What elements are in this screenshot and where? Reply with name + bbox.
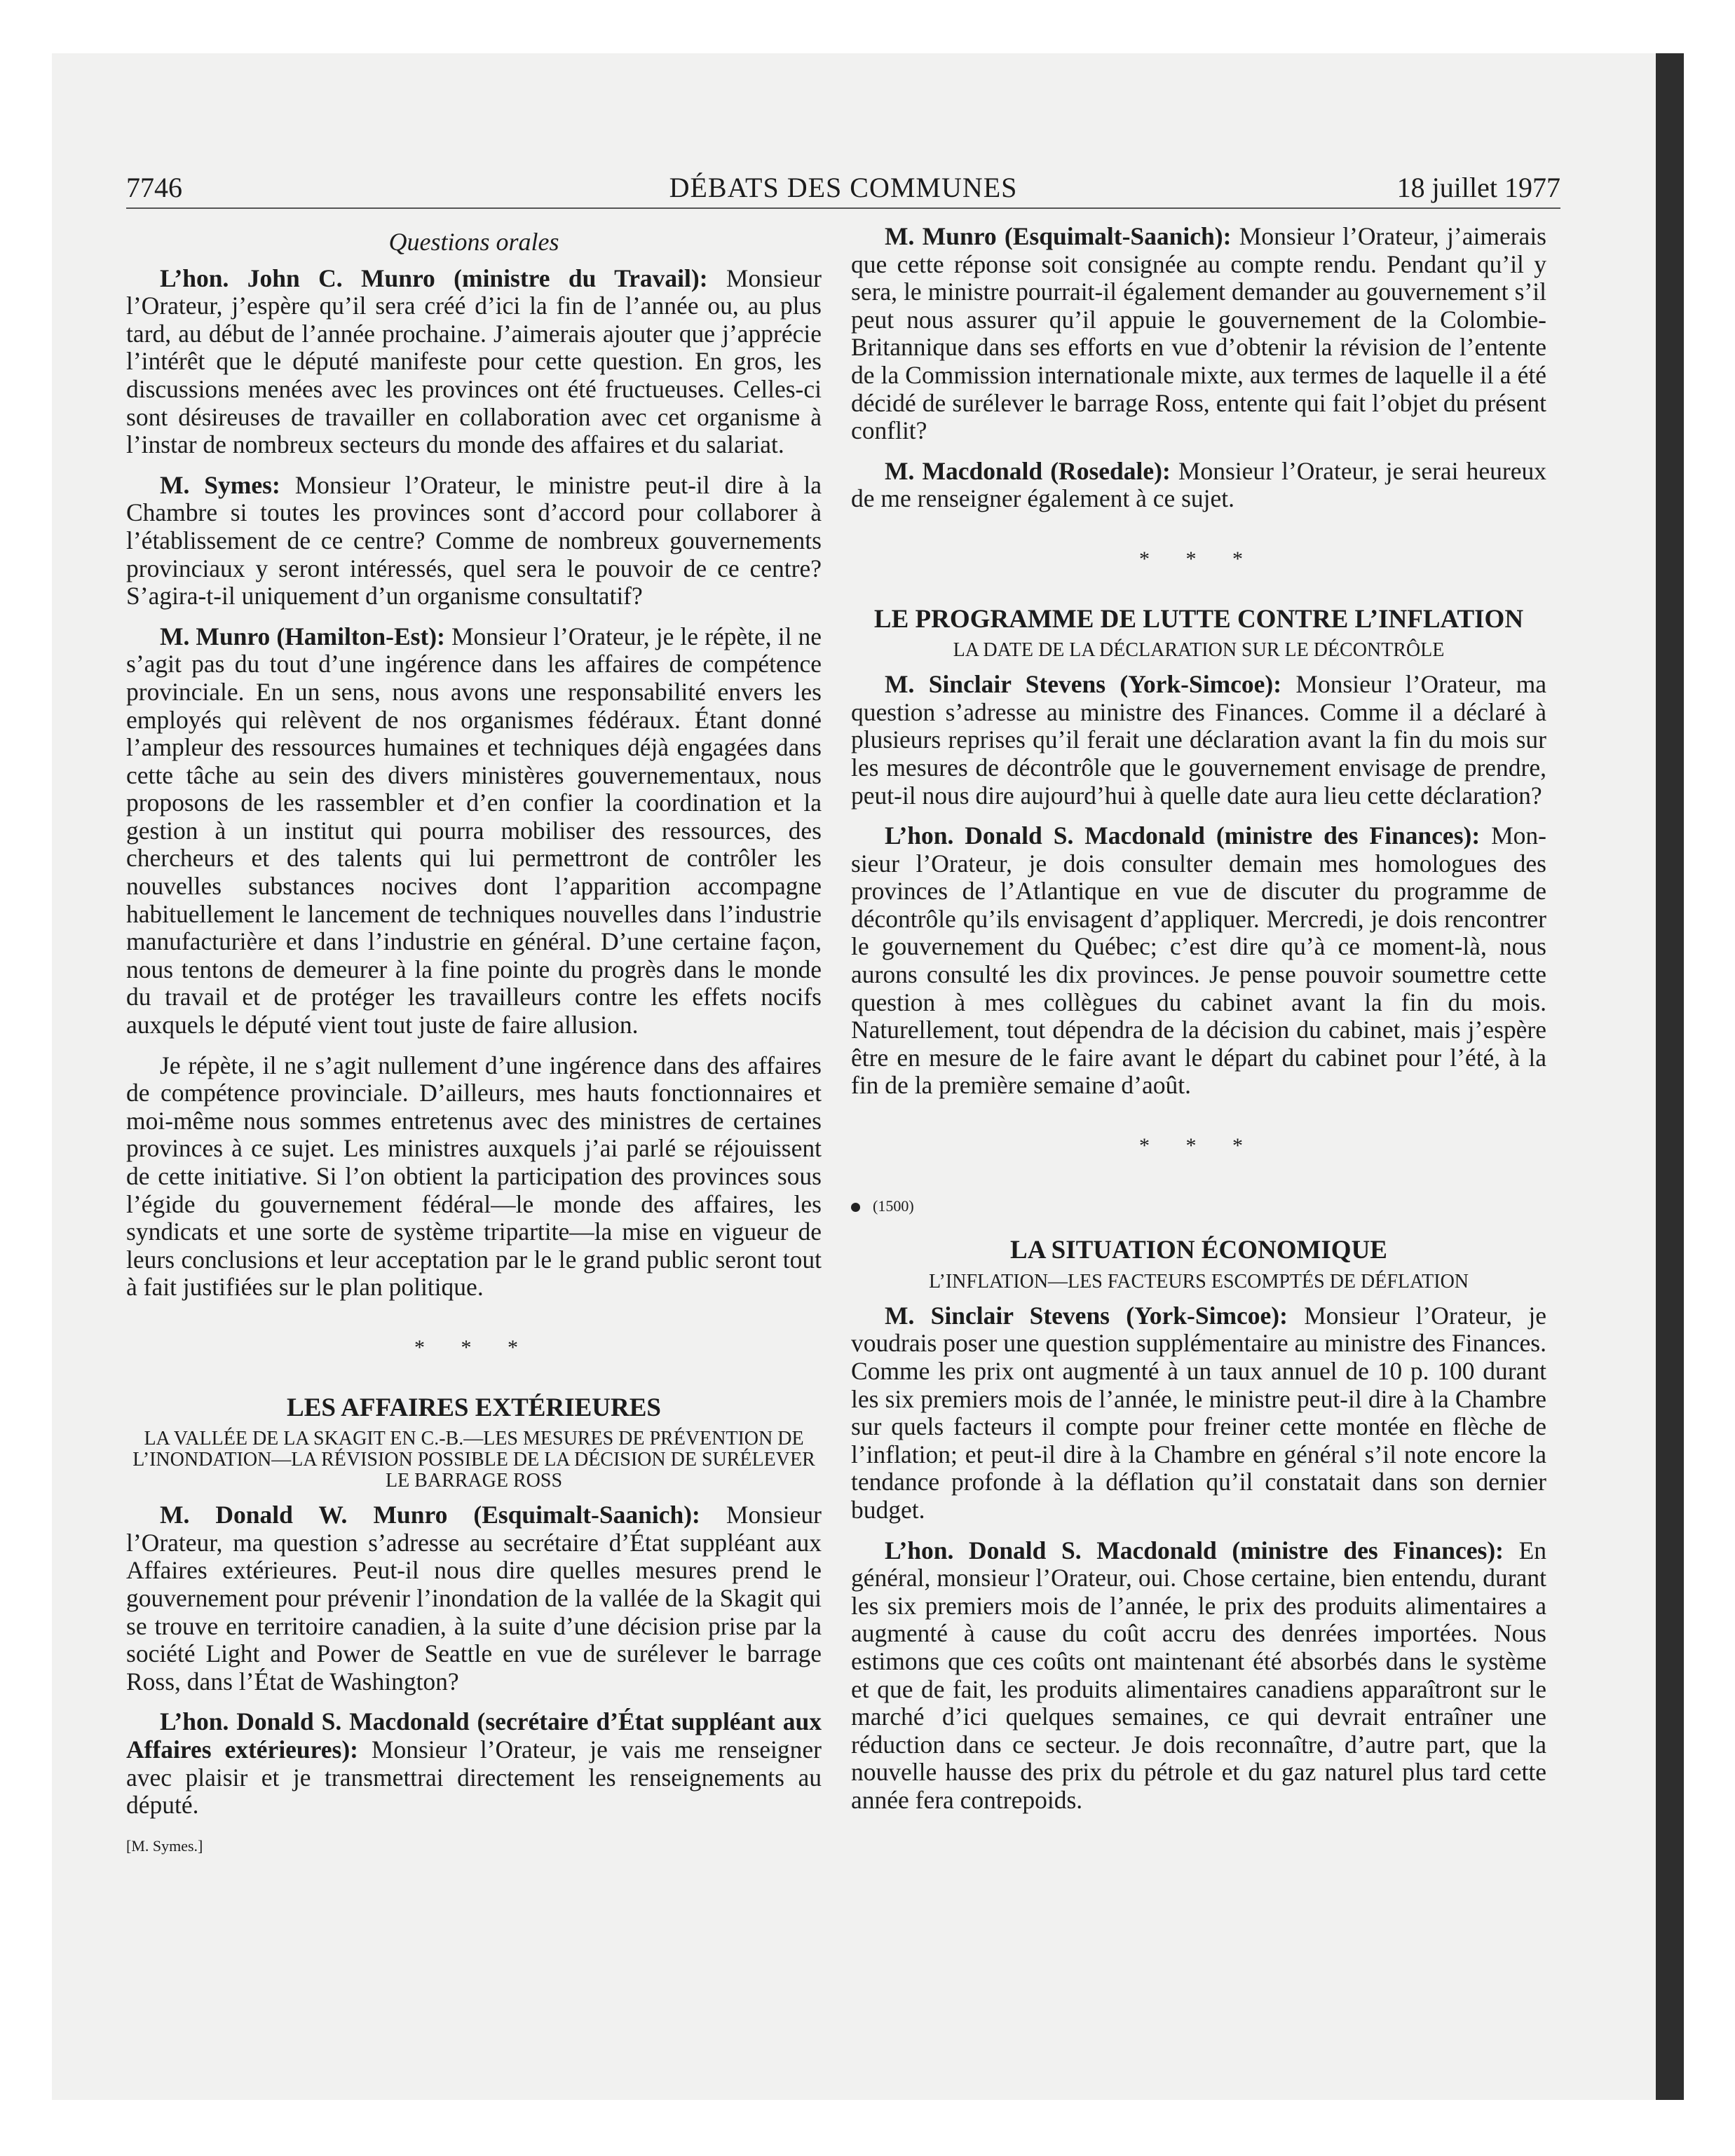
speech-text: Monsieur l’Orateur, le ministre peut-il dire à la Chambre si toutes les provinces sont d’accord pour collaborer à l’établissement de ce centre? Comme de nombreux gouvernements provinciaux y seront intéressés, quel sera le pouvoir de ce centre? S’agira-t-il uniquement d’un organisme consultatif?	[126, 470, 822, 610]
left-column	[126, 223, 822, 1860]
speech-text: Monsieur l’Orateur, je serai heureux de me renseigner également à ce sujet.	[851, 456, 1546, 513]
speaker: L’hon. Donald S. Macdonald (ministre des Finances):	[885, 821, 1481, 850]
paragraph	[851, 1302, 1546, 1524]
section-label: Questions orales	[388, 228, 559, 256]
speech-text: Monsieur l’Orateur, je voudrais poser une question supplémentaire au ministre des Finances. Comme les prix ont augmenté à un taux annuel de 10 p. 100 durant les six premiers mois de l’année, le ministre peut-il dire à la Chambre sur quels facteurs il compte pour freiner cette montée en flèche de l’inflation; et peut-il dire à la Chambre en général s’il note encore la tendance profonde à la déflation qu’il constatait dans son dernier budget.	[851, 1301, 1546, 1524]
time-marker	[851, 1192, 1546, 1220]
speaker: L’hon. John C. Munro (ministre du Travail):	[160, 264, 708, 292]
speaker: M. Munro (Hamilton-Est):	[160, 622, 445, 650]
footer-note: [M. Symes.]	[126, 1836, 203, 1855]
page-header	[126, 171, 1560, 210]
paragraph	[851, 223, 1546, 445]
speech-text: Monsieur l’Orateur, je dois consulter demain mes homologues des provinces de l’Atlantique en vue de discuter du programme de décontrôle qu’ils envisagent d’appliquer. Mercredi, je dois rencontrer le gouvernement du Québec; c’est dire qu’à ce moment-là, nous aurons consulté les dix provinces. Je pense pouvoir soumettre cette question à mes collègues du cabinet avant la fin du mois. Naturellement, tout dépendra de la décision du cabinet, mais j’espère être en mesure de le faire avant le départ du cabinet pour l’été, à la fin de la première semaine d’août.	[851, 821, 1546, 1100]
paragraph	[126, 1501, 822, 1696]
speaker: M. Sinclair Stevens (York-Simcoe):	[885, 670, 1282, 699]
speaker: L’hon. Donald S. Macdonald (secrétaire d’État suppléant aux Affaires extérieures):	[126, 1707, 822, 1763]
speaker: M. Sinclair Stevens (York-Simcoe):	[885, 1301, 1288, 1330]
page-number: 7746	[126, 172, 182, 203]
paragraph	[126, 265, 822, 459]
speech-text: En général, monsieur l’Orateur, oui. Chose certaine, bien entendu, durant les six premiers mois de l’année, le prix des produits alimentaires a augmenté à cause du coût accru des denrées importées. Nous estimons que ces coûts ont maintenant été absorbés dans le système et que de fait, les produits alimentaires canadiens apparaîtront sur le marché d’ici quelques semaines, ce qui devrait entraîner une réduction dans ce secteur. Je dois reconnaître, d’autre part, que la nouvelle hausse des prix du pétrole et du gaz naturel plus tard cette année fera contrepoids.	[851, 1536, 1546, 1814]
paragraph	[851, 822, 1546, 1100]
section-separator: * * *	[414, 1335, 533, 1359]
speaker: M. Macdonald (Rosedale):	[885, 456, 1171, 485]
header-rule	[126, 207, 1560, 209]
page-date: 18 juillet 1977	[1396, 172, 1560, 203]
speech-text: Monsieur l’Orateur, j’aimerais que cette réponse soit consignée au compte rendu. Pendant qu’il y sera, le ministre pourrait-il également demander au gouvernement s’il peut nous assurer qu’il appuie le gouvernement de la Colombie-Britannique dans ses efforts en vue d’obtenir la révision de l’entente de la Commission internationale mixte, aux termes de laquelle il a été décidé de surélever le barrage Ross, entente qui fait l’objet du présent conflit?	[851, 222, 1546, 445]
section-title: LA SITUATION ÉCONOMIQUE	[1010, 1236, 1387, 1265]
paragraph	[851, 458, 1546, 513]
section-subtitle: LA DATE DE LA DÉCLARATION SUR LE DÉCONTRÔLE	[953, 639, 1445, 662]
scan-edge	[1656, 53, 1684, 2100]
paragraph	[126, 1052, 822, 1302]
speaker: M. Symes:	[160, 470, 280, 499]
section-subtitle: LA VALLÉE DE LA SKAGIT EN C.-B.—LES MESURES DE PRÉVENTION DE L’INONDATION—LA RÉVISION POSSIBLE DE LA DÉCISION DE SURÉLEVER LE BARRAGE ROSS	[132, 1428, 815, 1492]
speech-text: Monsieur l’Orateur, ma question s’adresse au ministre des Finances. Comme il a déclaré à plusieurs reprises qu’il ferait une déclaration avant la fin du mois sur les mesures de décontrôle que le gouvernement envisage de prendre, peut-il nous dire aujourd’hui à quelle date aura lieu cette déclaration?	[851, 670, 1546, 810]
bullet-icon	[851, 1203, 860, 1212]
speech-text: Monsieur l’Orateur, ma question s’adresse au secrétaire d’État suppléant aux Affaires extérieures. Peut-il nous dire quelles mesures prend le gouvernement pour prévenir l’inondation de la vallée de la Skagit qui se trouve en territoire canadien, à la suite d’une décision prise par la société Light and Power de Seattle en vue de surélever le barrage Ross, dans l’État de Washington?	[126, 1501, 822, 1696]
paragraph	[851, 1537, 1546, 1815]
section-subtitle: L’INFLATION—LES FACTEURS ESCOMPTÉS DE DÉFLATION	[928, 1270, 1469, 1292]
speech-text: Je répète, il ne s’agit nullement d’une ingérence dans des affaires de compétence provinciale. D’ailleurs, mes hauts fonctionnaires et moi-même nous sommes entretenus avec des ministres de certaines provinces à ce sujet. Les ministres auxquels j’ai parlé se réjouissent de cette initiative. Si l’on obtient la participation des provinces sous l’égide du gouvernement fédéral—le monde des affaires, les syndicats et une sorte de système tripartite—la mise en vigueur de leurs conclusions et leur acceptation par le le grand public seront tout à fait justifiées sur le plan politique.	[126, 1051, 822, 1302]
section-separator: * * *	[1139, 1134, 1258, 1158]
speech-text: Monsieur l’Orateur, j’espère qu’il sera créé d’ici la fin de l’année ou, au plus tard, au début de l’année prochaine. J’aimerais ajouter que j’apprécie l’intérêt que le député manifeste pour cette question. En gros, les discussions menées avec les provinces ont été fructueuses. Celles-ci sont désireuses de travailler en collaboration avec cet organisme à l’instar de nombreux secteurs du monde des affaires et du salariat.	[126, 264, 822, 459]
paragraph	[126, 1708, 822, 1819]
section-separator: * * *	[1139, 547, 1258, 571]
speech-text: Monsieur l’Orateur, je le répète, il ne s’agit pas du tout d’une ingérence dans les affaires de compétence provinciale. En un sens, nous avons une responsabilité envers les employés qui relèvent de nos organismes fédéraux. Étant donné l’ampleur des ressources humaines et techniques déjà engagées dans cette tâche au sein des divers ministères gouvernementaux, nous proposons de les rassembler et d’en confier la coordination et la gestion à un institut qui pourra mobiliser des ressources, des chercheurs et des talents qui lui permettront de contrôler les nouvelles substances nocives dont l’apparition accompagne habituellement le lancement de techniques nouvelles dans l’industrie manufacturière et dans l’industrie en général. D’une certaine façon, nous tentons de demeurer à la fine pointe du progrès dans le monde du travail et de protéger les travailleurs contre les effets nocifs auxquels le député vient tout juste de faire allusion.	[126, 622, 822, 1039]
section-title: LE PROGRAMME DE LUTTE CONTRE L’INFLATION	[873, 604, 1524, 634]
section-title: LES AFFAIRES EXTÉRIEURES	[287, 1393, 661, 1422]
paragraph	[851, 671, 1546, 810]
publication-title: DÉBATS DES COMMUNES	[669, 172, 1018, 203]
speaker: M. Donald W. Munro (Esquimalt-Saanich):	[160, 1501, 700, 1529]
paragraph	[126, 472, 822, 610]
right-column	[851, 223, 1546, 1827]
time-marker-label: (1500)	[873, 1196, 914, 1215]
speech-text: Monsieur l’Orateur, je vais me renseigner avec plaisir et je transmettrai directement les renseignements au député.	[126, 1735, 822, 1820]
paragraph	[126, 623, 822, 1039]
speaker: M. Munro (Esquimalt-Saanich):	[885, 222, 1232, 250]
speaker: L’hon. Donald S. Macdonald (ministre des Finances):	[885, 1536, 1504, 1564]
